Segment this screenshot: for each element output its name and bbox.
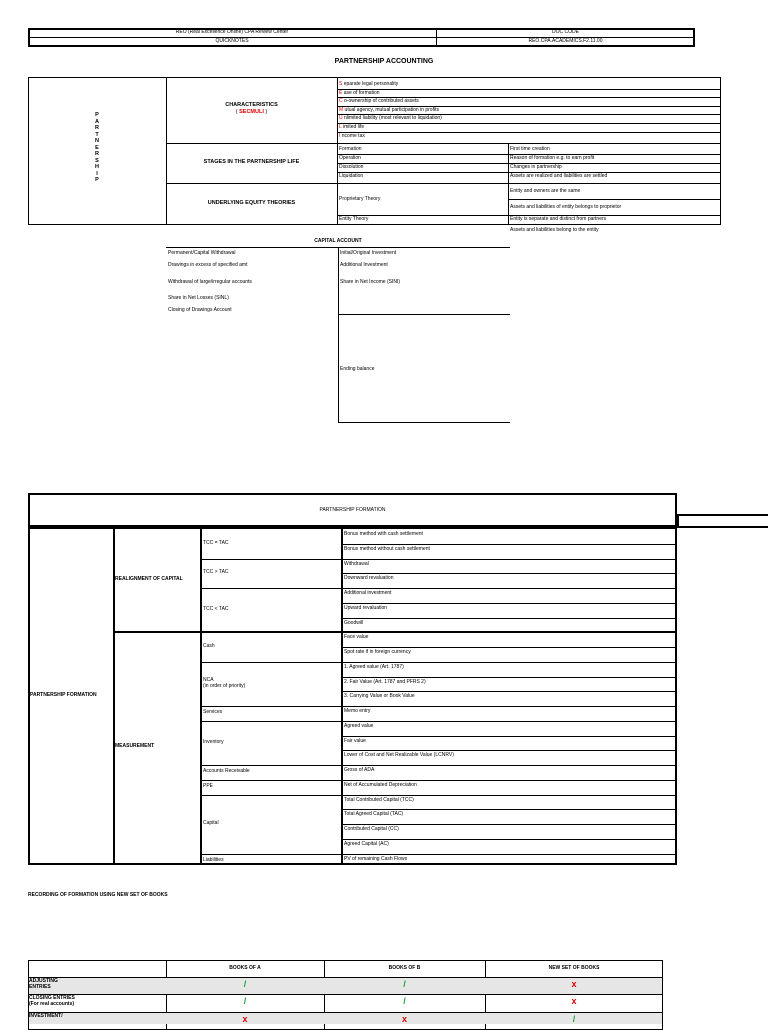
capital-debit-item: Share in Net Losses (SINL) — [168, 295, 229, 301]
characteristic-letter: M — [339, 106, 344, 113]
recording-row-label: (For real accounts) — [29, 1001, 75, 1007]
formation-condition-sub: (in order of priority) — [203, 682, 246, 689]
formation-item: Total Agreed Capital (TAC) — [344, 811, 404, 818]
vertical-letter: E — [95, 144, 99, 151]
stage-desc: Reason of formation e.g. to earn profit — [510, 155, 595, 161]
characteristic-text: ase of formation — [342, 89, 380, 96]
check-mark: / — [243, 996, 247, 1006]
characteristic-text: imited life — [341, 124, 365, 130]
formation-item: Withdrawal — [344, 560, 369, 567]
cross-mark: x — [242, 1014, 248, 1024]
formation-item: Additional investment — [344, 590, 392, 596]
vertical-letter: P — [95, 177, 99, 183]
recording-header: BOOKS OF B — [388, 965, 421, 971]
formation-item-line — [341, 603, 677, 604]
characteristic-item — [339, 116, 442, 121]
formation-item: Bonus method without cash settlement — [344, 545, 430, 552]
recording-row-label: ADJUSTING — [29, 978, 58, 984]
capital-credit-item: Share in Net Income (SINI) — [340, 279, 401, 285]
measurement-label: MEASUREMENT — [115, 743, 155, 749]
formation-group-line — [200, 559, 341, 560]
characteristic-text: eparate legal personality — [342, 81, 399, 87]
formation-item: Agreed Capital (AC) — [344, 840, 389, 847]
formation-condition: Cash — [203, 643, 215, 649]
formation-condition: TCC < TAC — [203, 606, 229, 613]
equity-theories-label: UNDERLYING EQUITY THEORIES — [207, 200, 296, 206]
formation-item-line — [341, 691, 677, 692]
check-mark: / — [403, 979, 406, 989]
formation-item: Gross of ADA — [344, 767, 375, 773]
entity-desc-2: Assets and liabilities belong to the entity — [510, 227, 599, 233]
cross-mark: x — [571, 979, 577, 989]
formation-item: Total Contributed Capital (TCC) — [344, 796, 414, 803]
formation-group-line — [200, 854, 341, 855]
entity-theory: Entity Theory — [339, 216, 369, 222]
formation-group-line — [200, 765, 341, 766]
formation-item: Spot rate if in foreign currency — [344, 649, 411, 655]
header-center-name: REO (Real Excellence Online) CPA Review Center — [175, 29, 289, 35]
formation-group-line — [200, 721, 341, 722]
vertical-letter: R — [95, 151, 99, 157]
check-mark: / — [572, 1014, 576, 1024]
formation-item: Goodwill — [344, 619, 364, 626]
formation-condition: Services — [203, 709, 223, 716]
characteristic-letter: U — [339, 115, 343, 122]
formation-item-line — [341, 647, 677, 648]
formation-item: Agreed value — [344, 722, 374, 729]
characteristic-item — [339, 91, 380, 96]
formation-item: Lower of Cost and Net Realizable Value (LCNRV) — [344, 752, 454, 759]
vertical-letter: S — [95, 157, 99, 164]
formation-condition: TCC > TAC — [203, 569, 229, 576]
characteristic-line — [337, 123, 721, 124]
characteristic-text: ncome tax — [340, 132, 365, 139]
formation-item-line — [341, 662, 677, 663]
vertical-letter: H — [95, 164, 99, 170]
recording-row-label: ENTRIES — [29, 984, 51, 990]
formation-item-line — [341, 854, 677, 855]
characteristic-text: nlimited liability (most relevant to liquidation) — [342, 115, 442, 122]
capital-debit-item: Withdrawal of large/irregular accounts — [168, 279, 252, 285]
formation-item-line — [341, 677, 677, 678]
capital-debit-item: Drawings in excess of specified amt — [168, 262, 248, 268]
proprietary-desc-1: Entity and owners are the same — [510, 188, 581, 194]
formation-item-line — [341, 809, 677, 810]
formation-item: Bonus method with cash settlement — [344, 531, 423, 537]
characteristic-item — [339, 82, 398, 87]
formation-item-line — [341, 632, 677, 633]
characteristic-line — [337, 97, 721, 98]
entity-desc-1: Entity is separate and distinct from partners — [510, 216, 607, 222]
recording-header: NEW SET OF BOOKS — [548, 965, 600, 971]
cross-mark: x — [571, 996, 577, 1006]
formation-condition: Capital — [203, 820, 219, 826]
characteristic-line — [337, 106, 721, 107]
vertical-partnership — [92, 112, 102, 184]
characteristic-item — [339, 134, 365, 139]
formation-item-line — [341, 721, 677, 722]
characteristics-label: CHARACTERISTICS — [225, 102, 278, 108]
formation-group-line — [200, 795, 341, 796]
characteristic-text: utual agency, mutual participation in profits — [343, 106, 439, 113]
characteristic-item — [339, 99, 419, 104]
check-mark: / — [243, 979, 247, 989]
characteristic-line — [337, 89, 721, 90]
formation-left-label: PARTNERSHIP FORMATION — [30, 692, 97, 698]
formation-item-line — [341, 765, 677, 766]
formation-item: 2. Fair Value (Art. 1787 and PFRS 2) — [344, 678, 426, 685]
formation-item-line — [341, 839, 677, 840]
formation-item-line — [341, 795, 677, 796]
formation-item: Contributed Capital (CC) — [344, 826, 399, 832]
page-title: PARTNERSHIP ACCOUNTING — [334, 58, 434, 65]
formation-item-line — [341, 588, 677, 589]
cross-mark: x — [401, 1014, 407, 1024]
formation-title: PARTNERSHIP FORMATION — [319, 507, 386, 513]
formation-item: Upward revaluation — [344, 604, 388, 611]
capital-debit-item: Permanent/Capital Withdrawal — [168, 250, 236, 256]
recording-row-label: CLOSING ENTRIES — [29, 995, 75, 1001]
stage-desc: First time creation — [510, 146, 550, 152]
characteristic-letter: I — [339, 132, 341, 139]
characteristic-letter: S — [339, 81, 343, 87]
formation-condition: NCA — [203, 676, 214, 683]
capital-debit-item: Closing of Drawings Account — [168, 307, 232, 313]
characteristic-letter: E — [339, 89, 343, 96]
formation-group-line — [200, 632, 341, 633]
vertical-letter: A — [95, 118, 99, 125]
formation-item-line — [341, 559, 677, 560]
formation-group-line — [200, 706, 341, 707]
formation-item-line — [341, 824, 677, 825]
formation-item: Memo entry — [344, 708, 371, 714]
characteristics-mnemonic: ( SECMULI ) — [235, 109, 268, 115]
formation-condition: Accounts Receivable — [203, 768, 250, 775]
stage-line — [337, 172, 721, 173]
formation-side-box — [677, 514, 768, 528]
formation-item-line — [341, 618, 677, 619]
formation-item: PV of remaining Cash Flows — [344, 855, 408, 862]
check-mark: / — [403, 996, 406, 1006]
formation-item: Net of Accumulated Depreciation — [344, 781, 417, 788]
stage-name: Dissolution — [339, 164, 364, 170]
characteristic-line — [337, 114, 721, 115]
formation-condition: Liabilities — [203, 856, 224, 863]
formation-item: 3. Carrying Value or Book Value — [344, 693, 415, 700]
capital-credit-item: Initial/Original Investment — [340, 250, 397, 256]
t-account-divider — [338, 247, 339, 422]
ending-balance: Ending balance — [340, 366, 375, 372]
formation-item: Face value — [344, 634, 369, 641]
formation-condition: PPE — [203, 783, 214, 790]
vertical-letter: R — [95, 125, 99, 131]
formation-item-line — [341, 736, 677, 737]
header-doc-code: REO.CPA.ACADEMICS.F2.11.00 — [528, 38, 603, 44]
capital-credit-item: Additional Investment — [340, 262, 388, 268]
stage-desc: Changes in partnership — [510, 164, 562, 170]
formation-group-line — [200, 780, 341, 781]
formation-condition: TCC = TAC — [203, 539, 229, 546]
formation-item-line — [341, 780, 677, 781]
characteristic-line — [337, 132, 721, 133]
formation-group-line — [200, 588, 341, 589]
stage-desc: Assets are realized and liabilities are settled — [510, 173, 608, 179]
formation-item-line — [341, 544, 677, 545]
proprietary-desc-2: Assets and liabilities of entity belongs to proprietor — [510, 204, 622, 210]
stage-name: Operation — [339, 155, 361, 161]
formation-item-line — [341, 750, 677, 751]
formation-item: Fair value — [344, 737, 366, 744]
characteristic-letter: L — [339, 124, 342, 130]
vertical-letter: P — [95, 112, 99, 118]
stage-name: Formation — [339, 146, 362, 152]
vertical-letter: T — [95, 131, 99, 138]
realignment-label: REALIGNMENT OF CAPITAL — [115, 576, 183, 582]
characteristic-text: o-ownership of contributed assets — [342, 98, 419, 105]
characteristic-item — [339, 125, 364, 130]
recording-header: BOOKS OF A — [229, 965, 261, 971]
stage-line — [337, 163, 721, 164]
header-quicknotes: QUICKNOTES — [215, 38, 249, 44]
recording-title: RECORDING OF FORMATION USING NEW SET OF BOOKS — [28, 892, 168, 898]
characteristic-item — [339, 108, 439, 113]
formation-condition: Inventory — [203, 738, 224, 745]
stage-name: Liquidation — [339, 173, 364, 179]
recording-row-label: INVESTMENT/ — [29, 1013, 63, 1019]
formation-item: 1. Agreed value (Art. 1787) — [344, 663, 404, 670]
proprietary-theory: Proprietary Theory — [339, 196, 381, 202]
header-doc-code-label: DOC CODE — [552, 29, 579, 35]
formation-item-line — [341, 706, 677, 707]
vertical-letter: N — [95, 138, 99, 144]
mnemonic-word: SECMULI — [239, 109, 264, 115]
characteristic-letter: C — [339, 98, 343, 105]
stage-line — [337, 154, 721, 155]
stages-label: STAGES IN THE PARTNERSHIP LIFE — [203, 159, 300, 165]
vertical-letter: I — [96, 170, 98, 177]
formation-item: Downward revaluation — [344, 575, 394, 582]
formation-group-line — [200, 662, 341, 663]
formation-item-line — [341, 573, 677, 574]
capital-account-title: CAPITAL ACCOUNT — [314, 238, 362, 244]
